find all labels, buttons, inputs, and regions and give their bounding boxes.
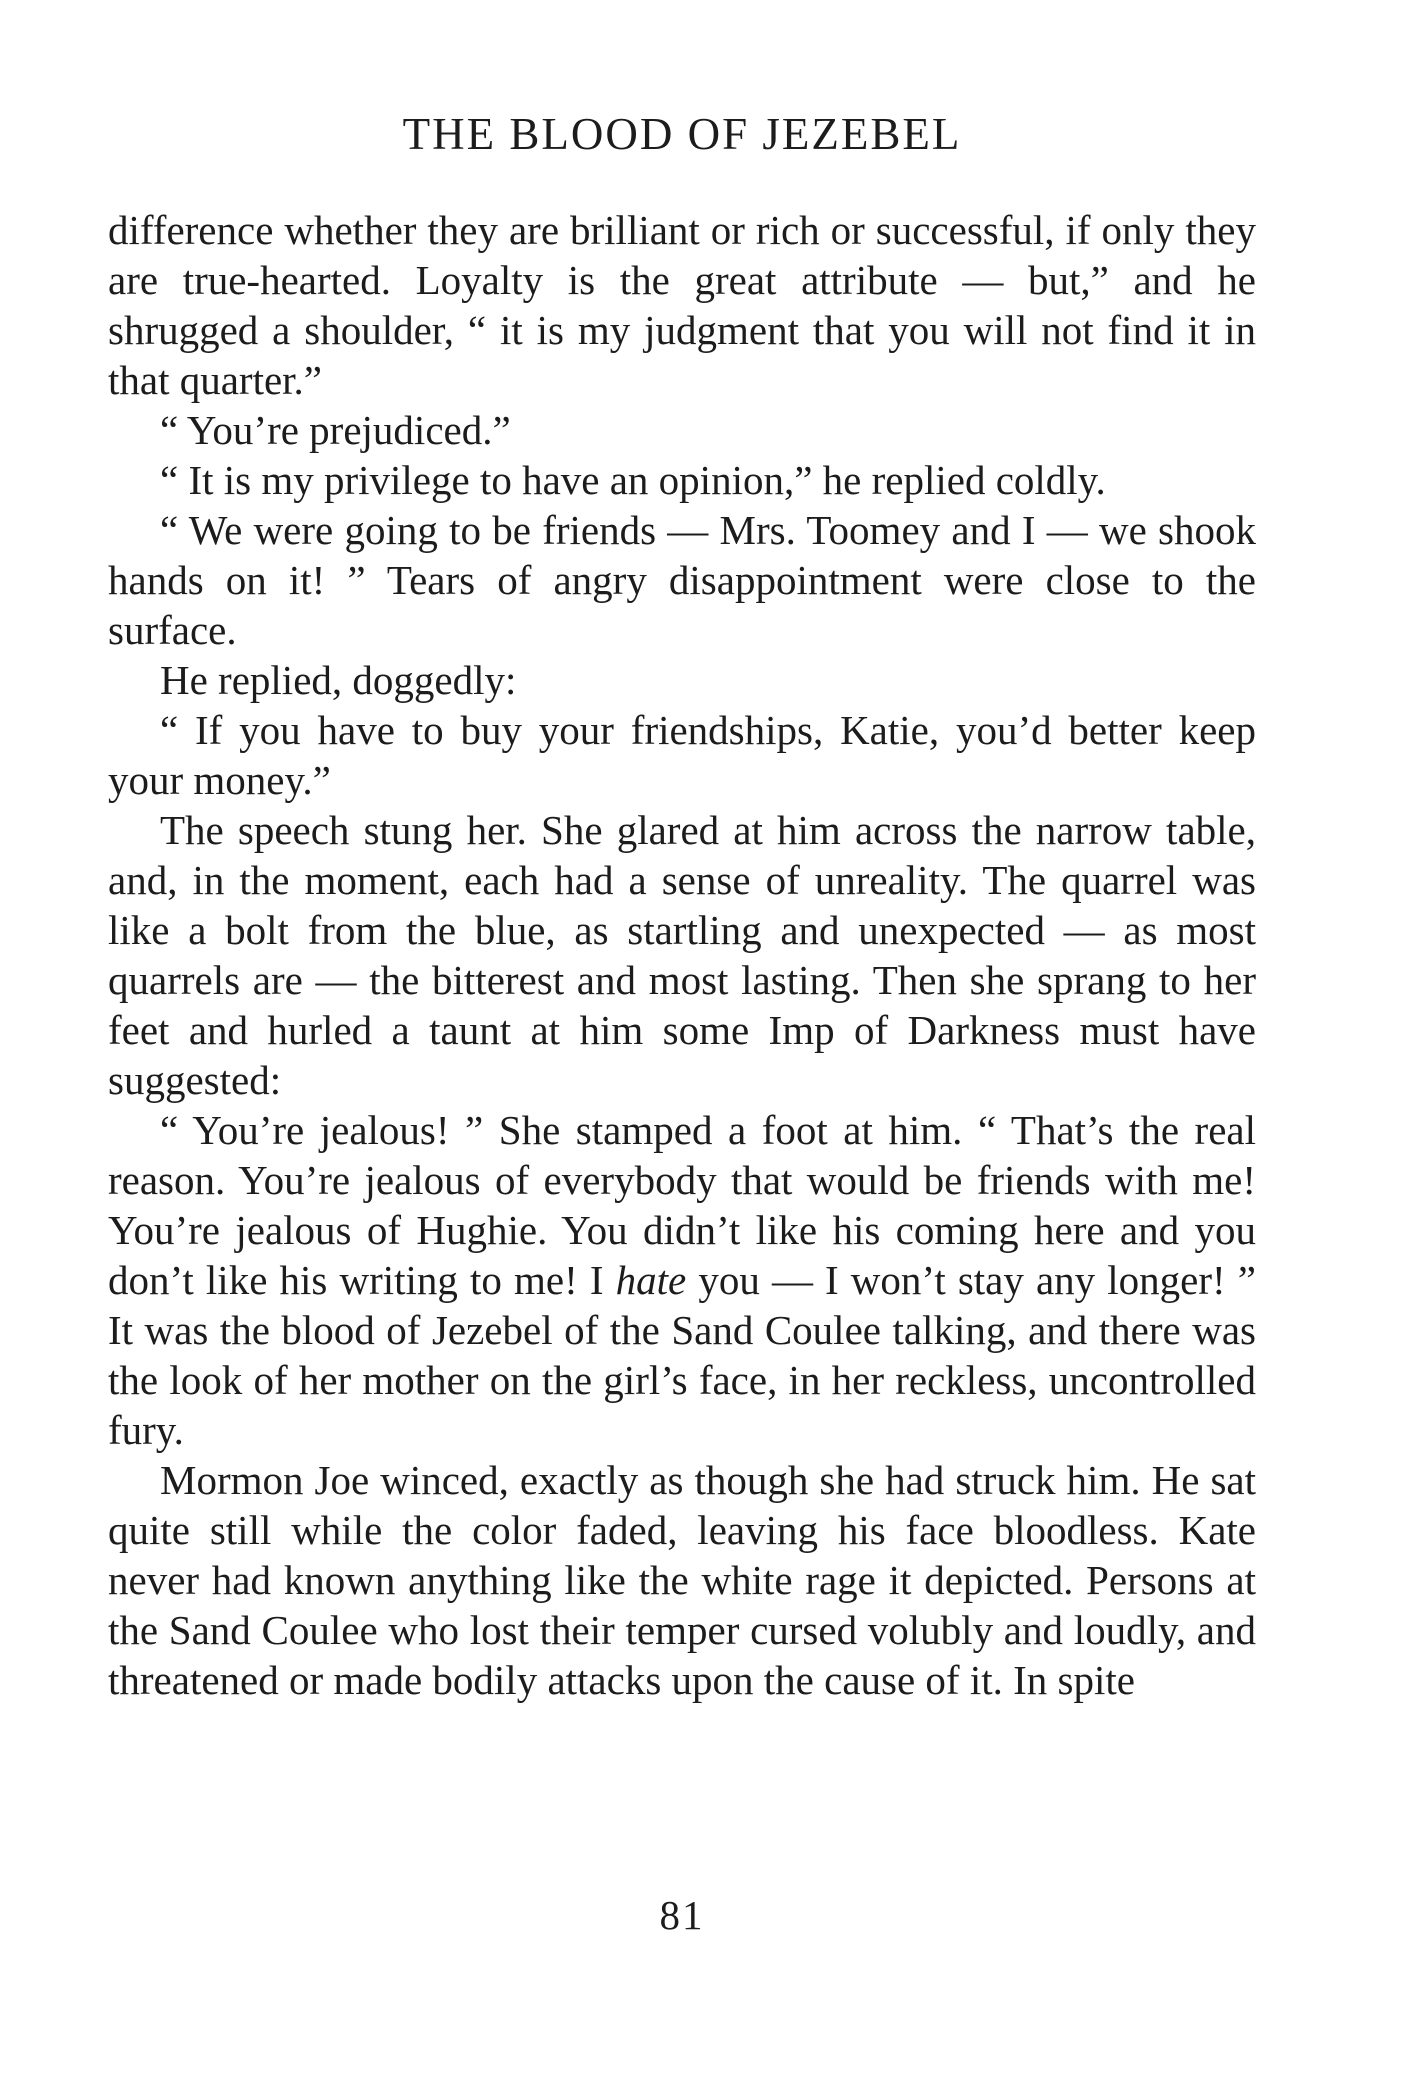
jealous-text-before: “ You’re jealous! ” She stamped a foot at him. “ That’s the real reason. You’re jealous of everybody that would be friends with me! You’re jealous of Hughie. You didn’t like his coming here and you don’t like his writing to me! I (108, 1107, 1256, 1303)
paragraph-dialogue-friends: “ We were going to be friends — Mrs. Toomey and I — we shook hands on it! ” Tears of angry disappointment were close to the surface. (108, 507, 1256, 653)
paragraph-dialogue-prejudiced: “ You’re prejudiced.” (160, 407, 511, 453)
paragraph-speech-stung: The speech stung her. She glared at him across the narrow table, and, in the moment, each had a sense of unreality. The quarrel was like a bolt from the blue, as startling and unexpected — as most quarrels are — the bitterest and most lasting. Then she sprang to her feet and hurled a taunt at him some Imp of Darkness must have suggested: (108, 807, 1256, 1103)
paragraph-dialogue-money: “ If you have to buy your friendships, Katie, you’d better keep your money.” (108, 707, 1256, 803)
body-text (108, 205, 1256, 1705)
paragraph-mormon-joe: Mormon Joe winced, exactly as though she had struck him. He sat quite still while the color faded, leaving his face bloodless. Kate never had known anything like the white rage it depicted. Persons at the Sand Coulee who lost their temper cursed volubly and loudly, and threatened or made bodily attacks upon the cause of it. In spite (108, 1457, 1256, 1703)
running-title: THE BLOOD OF JEZEBEL (402, 109, 962, 159)
paragraph-jealous (108, 1105, 1256, 1455)
paragraph-dialogue-privilege: “ It is my privilege to have an opinion,” he replied coldly. (160, 457, 1106, 503)
paragraph-replied: He replied, doggedly: (160, 657, 517, 703)
jealous-text-after: you — I won’t stay any longer! ” It was the blood of Jezebel of the Sand Coulee talking, and there was the look of her mother on the girl’s face, in her reckless, uncontrolled fury. (108, 1257, 1256, 1453)
paragraph-continued: difference whether they are brilliant or rich or successful, if only they are true-hearted. Loyalty is the great attribute — but,” and he shrugged a shoulder, “ it is my judgment that you will not find it in that quarter.” (108, 207, 1256, 403)
page-number: 81 (659, 1892, 705, 1938)
emphasis-hate: hate (615, 1257, 687, 1303)
